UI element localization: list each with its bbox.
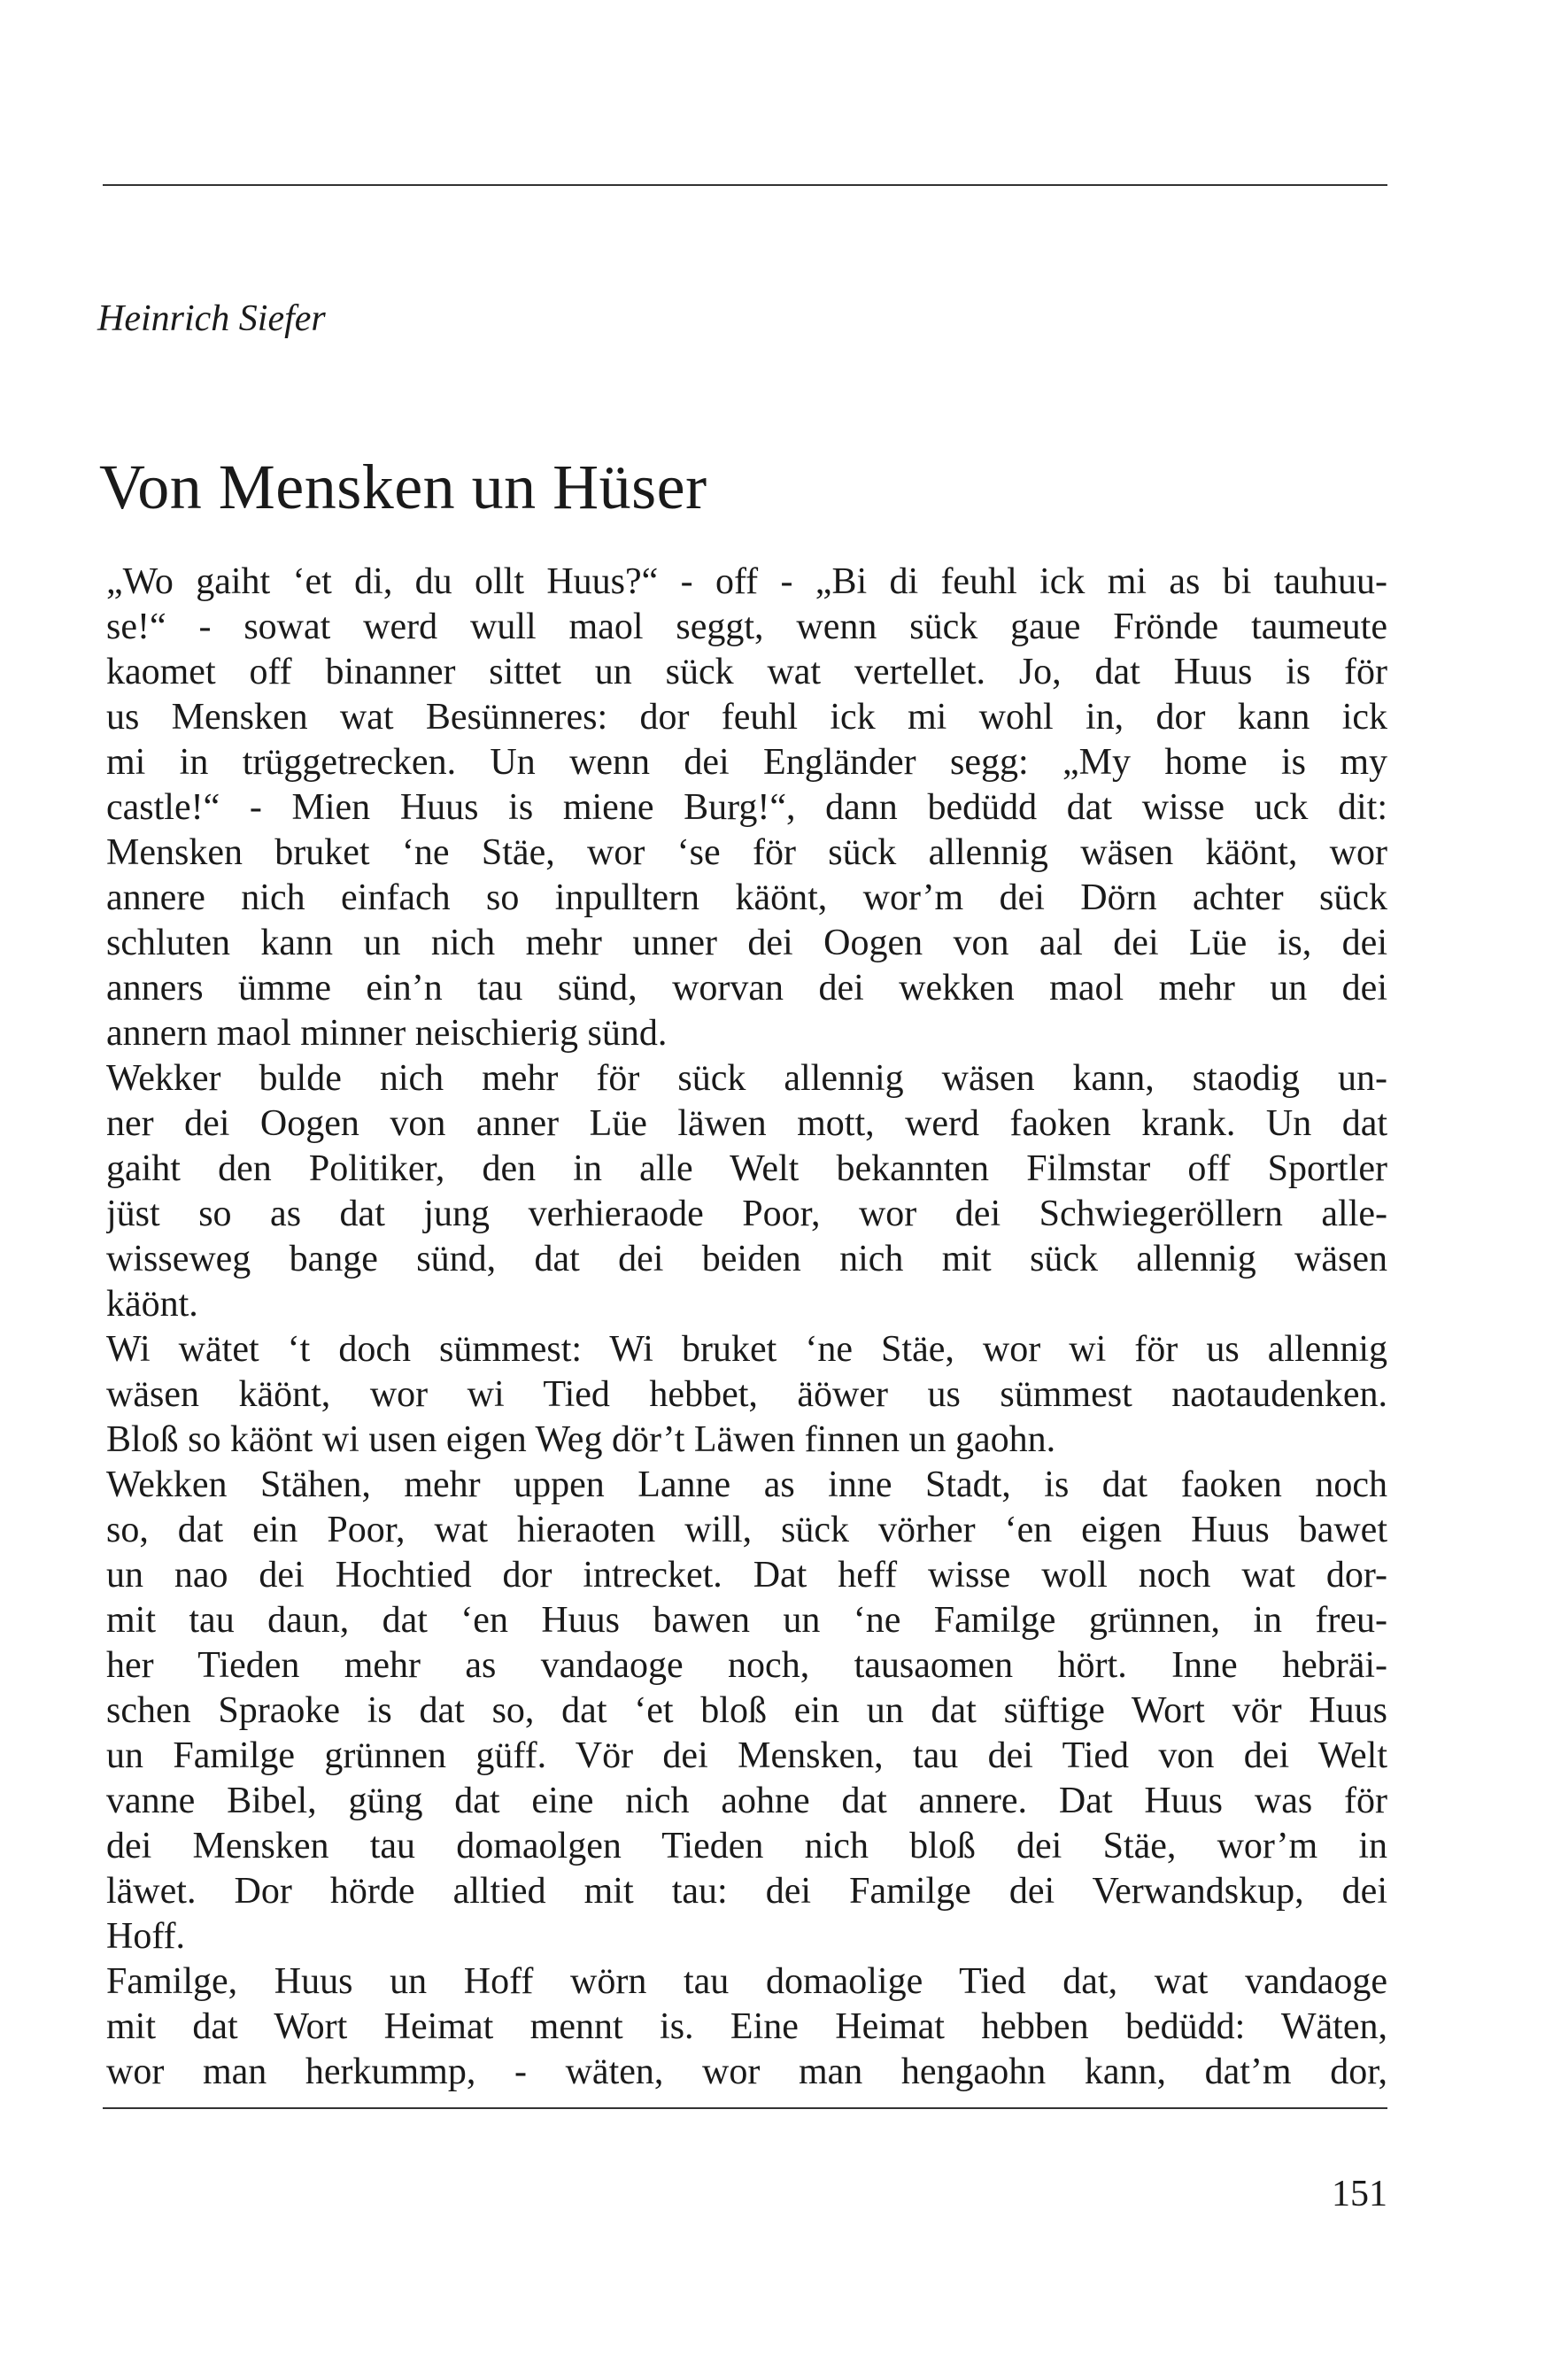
chapter-title: Von Mensken un Hüser — [99, 452, 707, 522]
text-line: jüst so as dat jung verhieraode Poor, wor dei Schwiegeröllern alle- — [106, 1194, 1387, 1234]
text-line: wisseweg bange sünd, dat dei beiden nich mit sück allennig wäsen — [106, 1239, 1387, 1279]
text-line: wäsen käönt, wor wi Tied hebbet, äöwer us sümmest naotaudenken. — [106, 1374, 1387, 1415]
body-text — [106, 560, 1387, 2095]
text-line: anners ümme ein’n tau sünd, worvan dei wekken maol mehr un dei — [106, 968, 1387, 1008]
author-name: Heinrich Siefer — [97, 298, 326, 339]
text-line: so, dat ein Poor, wat hieraoten will, sück vörher ‘en eigen Huus bawet — [106, 1510, 1387, 1550]
page-number: 151 — [1332, 2174, 1387, 2214]
text-line: se!“ - sowat werd wull maol seggt, wenn sück gaue Frönde taumeute — [106, 607, 1387, 647]
text-line: annern maol minner neischierig sünd. — [106, 1013, 668, 1054]
text-line: schluten kann un nich mehr unner dei Oogen von aal dei Lüe is, dei — [106, 923, 1387, 963]
text-line: Bloß so käönt wi usen eigen Weg dör’t Läwen finnen un gaohn. — [106, 1419, 1056, 1460]
text-line: wor man herkummp, - wäten, wor man hengaohn kann, dat’m dor, — [106, 2052, 1387, 2092]
text-line: Hoff. — [106, 1916, 186, 1957]
text-line: un Familge grünnen güff. Vör dei Mensken, tau dei Tied von dei Welt — [106, 1735, 1387, 1776]
text-line: „Wo gaiht ‘et di, du ollt Huus?“ - off - „Bi di feuhl ick mi as bi tauhuu- — [106, 561, 1387, 602]
top-rule — [103, 184, 1387, 186]
text-line: mit tau daun, dat ‘en Huus bawen un ‘ne Familge grünnen, in freu- — [106, 1600, 1387, 1641]
text-line: her Tieden mehr as vandaoge noch, tausaomen hört. Inne hebräi- — [106, 1645, 1387, 1686]
text-line: us Mensken wat Besünneres: dor feuhl ick mi wohl in, dor kann ick — [106, 697, 1387, 738]
text-line: schen Spraoke is dat so, dat ‘et bloß ein un dat süftige Wort vör Huus — [106, 1690, 1387, 1731]
text-line: vanne Bibel, güng dat eine nich aohne dat annere. Dat Huus was för — [106, 1781, 1387, 1821]
text-line: mi in trüggetrecken. Un wenn dei Engländer segg: „My home is my — [106, 742, 1387, 783]
text-line: läwet. Dor hörde alltied mit tau: dei Familge dei Verwandskup, dei — [106, 1871, 1387, 1912]
text-line: Familge, Huus un Hoff wörn tau domaolige Tied dat, wat vandaoge — [106, 1961, 1387, 2002]
text-line: annere nich einfach so inpulltern käönt, wor’m dei Dörn achter sück — [106, 877, 1387, 918]
text-line: kaomet off binanner sittet un sück wat vertellet. Jo, dat Huus is för — [106, 652, 1387, 692]
text-line: käönt. — [106, 1284, 198, 1325]
text-line: Mensken bruket ‘ne Stäe, wor ‘se för sück allennig wäsen käönt, wor — [106, 832, 1387, 873]
text-line: mit dat Wort Heimat mennt is. Eine Heimat hebben bedüdd: Wäten, — [106, 2006, 1387, 2047]
text-line: Wekker bulde nich mehr för sück allennig wäsen kann, staodig un- — [106, 1058, 1387, 1099]
text-line: un nao dei Hochtied dor intrecket. Dat heff wisse woll noch wat dor- — [106, 1555, 1387, 1596]
bottom-rule — [103, 2107, 1387, 2109]
text-line: castle!“ - Mien Huus is miene Burg!“, dann bedüdd dat wisse uck dit: — [106, 787, 1387, 828]
text-line: dei Mensken tau domaolgen Tieden nich bloß dei Stäe, wor’m in — [106, 1826, 1387, 1866]
text-line: Wi wätet ‘t doch sümmest: Wi bruket ‘ne Stäe, wor wi för us allennig — [106, 1329, 1387, 1370]
text-line: Wekken Stähen, mehr uppen Lanne as inne Stadt, is dat faoken noch — [106, 1464, 1387, 1505]
text-line: ner dei Oogen von anner Lüe läwen mott, werd faoken krank. Un dat — [106, 1103, 1387, 1144]
text-line: gaiht den Politiker, den in alle Welt bekannten Filmstar off Sportler — [106, 1148, 1387, 1189]
